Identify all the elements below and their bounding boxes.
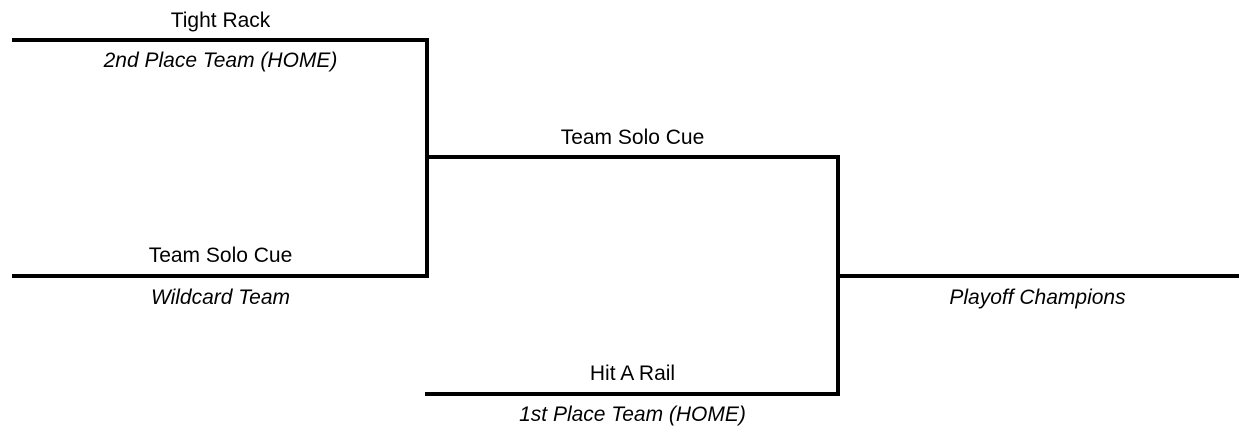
seed-label-semifinal-top: 2nd Place Team (HOME) (103, 49, 338, 72)
bracket-line-bye (425, 392, 840, 396)
bracket-line-semifinal-bottom (12, 274, 429, 278)
bracket-line-semifinal-winner (425, 155, 840, 159)
team-name-bye: Hit A Rail (589, 362, 676, 385)
seed-label-semifinal-bottom: Wildcard Team (150, 286, 291, 309)
seed-label-bye: 1st Place Team (HOME) (519, 403, 746, 426)
team-name-semifinal-winner: Team Solo Cue (560, 126, 705, 149)
champion-label: Playoff Champions (949, 286, 1126, 309)
team-name-semifinal-bottom: Team Solo Cue (148, 244, 293, 267)
bracket-line-champion (836, 274, 1239, 278)
bracket-line-semifinal-top (12, 38, 429, 42)
team-name-semifinal-top: Tight Rack (170, 9, 271, 32)
